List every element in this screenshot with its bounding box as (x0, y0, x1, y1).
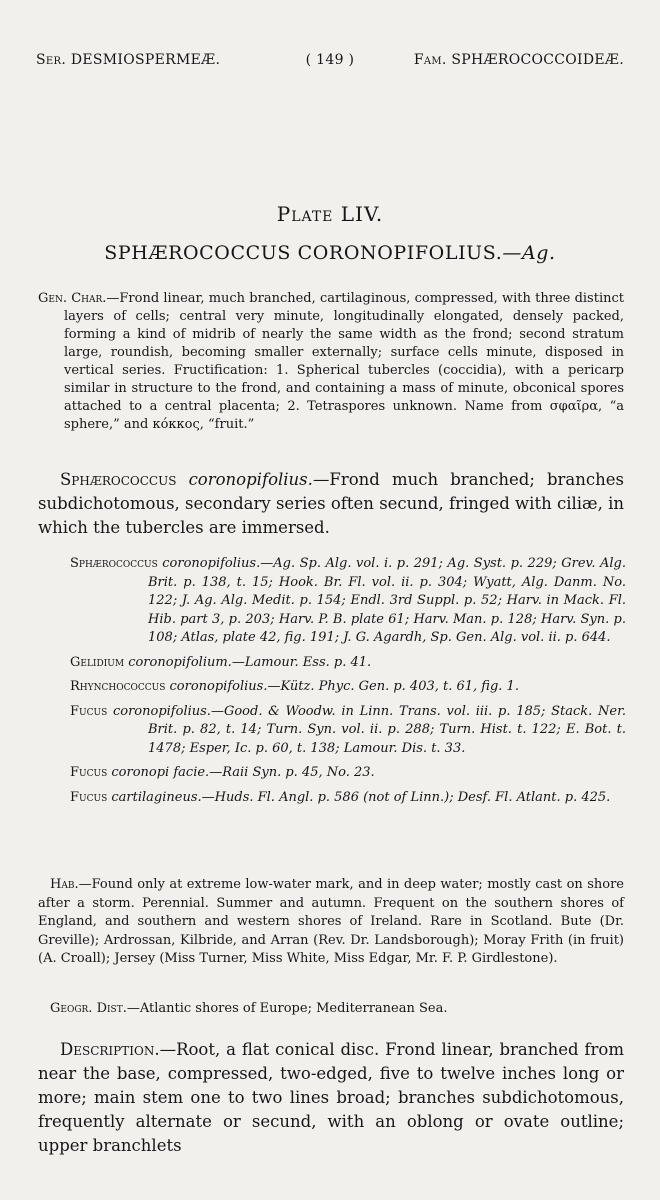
synonym-genus: Fucus (70, 789, 108, 805)
synonym-entry (70, 678, 626, 697)
synonym-references: —Raii Syn. p. 45, No. 23. (209, 765, 375, 780)
diagnosis-text: —Frond much branched; branches subdichotomous, secondary series often secund, fringed with ciliæ, in which the tubercles are immersed. (38, 470, 624, 537)
synonym-genus: Sphærococcus (70, 556, 158, 571)
synonymy-list (70, 555, 626, 813)
synonym-entry (70, 789, 626, 808)
series-heading: Ser. DESMIOSPERMEÆ. (36, 52, 221, 68)
synonym-genus: Gelidium (70, 654, 125, 670)
geogr-label: Geogr. Dist. (50, 1001, 127, 1016)
habitat-paragraph (38, 876, 624, 969)
synonym-references: —Huds. Fl. Angl. p. 586 (not of Linn.); Desf. Fl. Atlant. p. 425. (201, 789, 611, 805)
diagnosis-genus: Sphærococcus (60, 470, 177, 489)
synonym-species: coronopifolius. (169, 679, 268, 694)
synonym-species: cartilagineus. (111, 789, 202, 805)
gen-char-text: —Frond linear, much branched, cartilaginous, compressed, with three distinct layers of cells; central very minute, longitudinally elongated, densely packed, forming a kind of midrib of nearly the same width as the frond; second stratum large, roundish, becoming smaller externally; surface cells minute, disposed in vertical series. Fructification: 1. Spherical tubercles (coccidia), with a pericarp similar in structure to the frond, and containing a mass of minute, obconical spores attached to a central placenta; 2. Tetraspores unknown. Name from σφαῖρα, “a sphere,” and κόκκος, “fruit.” (64, 291, 624, 432)
habitat-label: Hab. (50, 877, 79, 892)
diagnosis-species: coronopifolius. (188, 470, 313, 489)
description-label: Description. (60, 1040, 160, 1059)
synonym-entry (70, 654, 626, 673)
page-number: ( 149 ) (305, 52, 355, 68)
description-paragraph (38, 1038, 624, 1158)
synonym-species: coronopi facie. (111, 765, 210, 780)
specific-diagnosis (38, 468, 624, 540)
synonym-genus: Rhynchococcus (70, 679, 166, 694)
geographic-distribution (38, 1000, 624, 1018)
synonym-species: coronopifolium. (128, 654, 232, 670)
synonym-references: —Good. & Woodw. in Linn. Trans. vol. iii. p. 185; Stack. Ner. Brit. p. 82, t. 14; Turn. Syn. vol. ii. p. 288; Turn. Hist. t. 122; E. Bot. t. 1478; Esper, Ic. p. 60, t. 138; Lamour. Dis. t. 33. (148, 703, 626, 756)
synonym-references: —Ag. Sp. Alg. vol. i. p. 291; Ag. Syst. p. 229; Grev. Alg. Brit. p. 138, t. 15; Hook. Br. Fl. vol. ii. p. 304; Wyatt, Alg. Danm. No. 122; J. Ag. Alg. Medit. p. 154; Endl. 3rd Suppl. p. 52; Harv. in Mack. Fl. Hib. part 3, p. 203; Harv. P. B. plate 61; Harv. Man. p. 128; Harv. Syn. p. 108; Atlas, plate 42, fig. 191; J. G. Agardh, Sp. Gen. Alg. vol. ii. p. 644. (148, 556, 626, 645)
species-name: SPHÆROCOCCUS CORONOPIFOLIUS. (104, 242, 503, 264)
synonym-species: coronopifolius. (162, 556, 261, 571)
synonym-entry (70, 764, 626, 783)
synonym-references: —Lamour. Ess. p. 41. (231, 654, 372, 670)
synonym-species: coronopifolius. (112, 703, 211, 719)
synonym-genus: Fucus (70, 765, 108, 780)
synonym-references: —Kütz. Phyc. Gen. p. 403, t. 61, fig. 1. (267, 679, 519, 694)
synonym-entry (70, 555, 626, 648)
gen-char-label: Gen. Char. (38, 291, 107, 306)
synonym-entry (70, 703, 626, 759)
species-title (0, 242, 660, 264)
habitat-text: —Found only at extreme low-water mark, and in deep water; mostly cast on shore after a storm. Perennial. Summer and autumn. Frequent on the southern shores of England, and southern and western shores of Ireland. Rare in Scotland. Bute (Dr. Greville); Ardrossan, Kilbride, and Arran (Rev. Dr. Landsborough); Moray Frith (in fruit) (A. Croall); Jersey (Miss Turner, Miss White, Miss Edgar, Mr. F. P. Girdlestone). (38, 877, 624, 966)
generic-character (38, 290, 624, 434)
plate-title: Plate LIV. (276, 202, 384, 226)
synonym-genus: Fucus (70, 703, 108, 719)
description-text: —Root, a flat conical disc. Frond linear, branched from near the base, compressed, two-edged, five to twelve inches long or more; main stem one to two lines broad; branches subdichotomous, frequently alternate or secund, with an oblong or ovate outline; upper branchlets (38, 1040, 624, 1155)
geogr-text: —Atlantic shores of Europe; Mediterranean Sea. (126, 1001, 448, 1016)
family-heading: Fam. SPHÆROCOCCOIDEÆ. (413, 52, 624, 68)
species-author: —Ag. (502, 242, 556, 264)
